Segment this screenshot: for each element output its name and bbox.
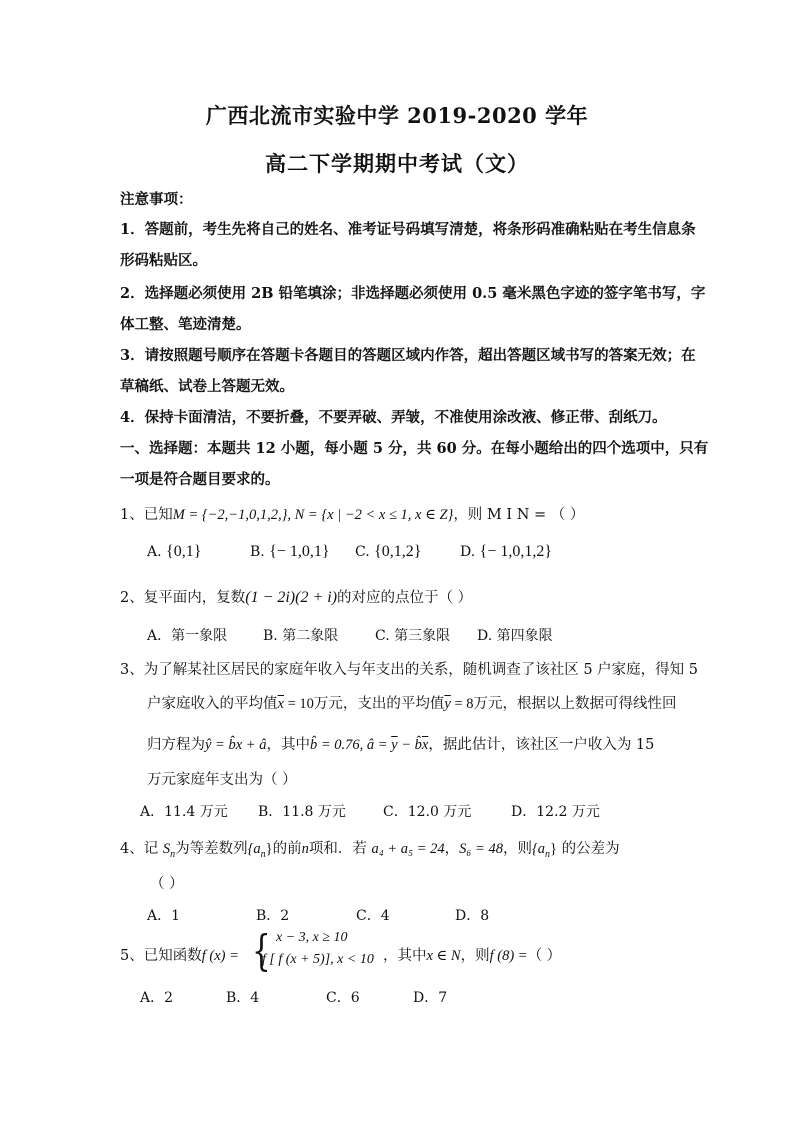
q4-seq2-sub: n — [545, 848, 551, 860]
q3-l3a: 归方程为 — [147, 737, 205, 753]
note-1b: 形码粘贴区。 — [120, 252, 207, 269]
q5-option-c: C．6 — [326, 990, 360, 1006]
q1-option-c-label: C. — [355, 544, 370, 560]
q5-piece-1: x − 3, x ≥ 10 — [276, 930, 348, 945]
q4-l1b: 为等差数列 — [175, 841, 248, 857]
q4-cond2: S₆ = 48 — [459, 841, 503, 857]
note-3b: 草稿纸、试卷上答题无效。 — [120, 378, 294, 395]
q4-l1f: 的公差为 — [561, 841, 620, 857]
section-header-a: 一、选择题：本题共 12 小题，每小题 5 分，共 60 分。在每小题给出的四个选项中，只有 — [120, 440, 709, 457]
q5-post2: ，则 — [460, 948, 490, 964]
q3-option-a: A．11.4 万元 — [140, 804, 228, 820]
q1-option-c-value: {0,1,2} — [374, 543, 422, 560]
question-2 — [120, 586, 472, 607]
q5-post3: （ ） — [527, 948, 562, 964]
q3-xbar: $\overline{x}$ — [277, 696, 284, 712]
q2-suffix: 的对应的点位于（ ） — [337, 590, 473, 606]
q4-l1d: 项和．若 — [308, 841, 367, 857]
q4-seq2: {a — [531, 841, 546, 857]
q3-ybar-val: = 8 — [450, 696, 474, 712]
q4-l1e: ，则 — [502, 841, 532, 857]
q4-option-b: B．2 — [256, 908, 290, 924]
q1-option-d — [460, 543, 552, 561]
q3-regression-eq: ŷ = b̂x + â — [205, 737, 267, 753]
q1-prefix: 1、已知 — [120, 507, 173, 523]
exam-title-line1: 广西北流市实验中学 2019-2020 学年 — [205, 103, 589, 128]
q5-prefix: 5、已知函数 — [120, 948, 202, 964]
q1-option-a-label: A. — [147, 544, 162, 560]
q3-ybar: $\overline{y}$ — [444, 696, 451, 712]
q3-l2c: 万元，支出的平均值 — [313, 696, 445, 712]
q1-suffix: ，则 M I N = （ ） — [453, 507, 585, 523]
q3-l3c: ，据此估计，该社区一户收入为 15 — [428, 737, 655, 753]
question-3-line4: 万元家庭年支出为（ ） — [147, 772, 297, 788]
q3-coef-ybar: $\overline{y}$ — [391, 737, 398, 753]
note-4: 4．保持卡面清洁，不要折叠，不要弄破、弄皱，不准使用涂改液、修正带、刮纸刀。 — [120, 409, 667, 426]
q5-fx: f (x) = — [201, 948, 239, 964]
q4-Sn: S — [162, 841, 171, 857]
q3-coef-minus: − b̂ — [397, 737, 422, 753]
q2-option-b: B. 第二象限 — [263, 628, 339, 644]
q4-cond1: a₄ + a₅ = 24 — [371, 841, 445, 857]
q4-Sn-sub: n — [170, 848, 176, 860]
question-3-line1: 3、为了解某社区居民的家庭年收入与年支出的关系，随机调查了该社区 5 户家庭，得知 5 — [120, 662, 698, 678]
q3-option-b: B．11.8 万元 — [258, 804, 346, 820]
q5-piece-2: f [ f (x + 5)], x < 10 — [262, 952, 374, 967]
q5-brace: { — [252, 926, 271, 975]
q1-option-d-value: {− 1,0,1,2} — [479, 543, 553, 560]
q4-option-a: A．1 — [147, 908, 181, 924]
question-3-line3 — [147, 733, 654, 754]
q1-option-b — [250, 543, 330, 561]
note-2b: 体工整、笔迹清楚。 — [120, 316, 251, 333]
q1-sets: M = {−2,−1,0,1,2,}, N = {x | −2 < x ≤ 1, x ∈ Z} — [172, 507, 454, 523]
question-4-paren: （ ） — [150, 876, 184, 892]
q5-post1: ，其中 — [383, 948, 427, 964]
q5-f8: f (8) = — [489, 948, 528, 964]
q3-option-c: C．12.0 万元 — [383, 804, 472, 820]
q3-coef: b̂ = 0.76, â = — [309, 737, 392, 753]
q4-l1c: 的前 — [272, 841, 302, 857]
q4-l1a: 4、记 — [120, 841, 163, 857]
q3-l3b: ，其中 — [266, 737, 310, 753]
q1-option-a — [147, 543, 201, 561]
q4-option-d: D．8 — [455, 908, 490, 924]
q3-l2a: 户家庭收入的平均值 — [147, 696, 278, 712]
exam-title-line2: 高二下学期期中考试（文） — [265, 151, 529, 176]
question-3-line2 — [147, 692, 677, 713]
q5-option-b: B．4 — [226, 990, 260, 1006]
q5-option-d: D．7 — [413, 990, 448, 1006]
q3-option-d: D．12.2 万元 — [511, 804, 600, 820]
q4-n: n — [301, 841, 309, 857]
note-3a: 3．请按照题号顺序在答题卡各题目的答题区域内作答，超出答题区域书写的答案无效；在 — [120, 347, 696, 364]
q2-option-c: C. 第三象限 — [375, 628, 451, 644]
q3-xbar-val: = 10 — [283, 696, 314, 712]
q4-seq-sub: n — [260, 848, 266, 860]
note-2a: 2．选择题必须使用 2B 铅笔填涂；非选择题必须使用 0.5 毫米黑色字迹的签字笔书写，字 — [120, 285, 706, 302]
q3-coef-xbar: $\overline{x}$ — [421, 737, 429, 753]
q5-option-a: A．2 — [140, 990, 174, 1006]
q2-option-a: A．第一象限 — [147, 628, 228, 644]
q1-option-b-value: {− 1,0,1} — [269, 543, 330, 560]
q4-option-c: C．4 — [356, 908, 390, 924]
q4-seq: {a — [247, 841, 261, 857]
q2-option-d: D. 第四象限 — [477, 628, 553, 644]
section-header-b: 一项是符合题目要求的。 — [120, 471, 280, 488]
notes-heading: 注意事项： — [120, 191, 193, 208]
question-1 — [120, 503, 584, 524]
question-4-line1: 4、记 $S_n$为等差数列$\{a_n\}$的前n项和．若 a₄ + a₅ = 24，S₆ = 48，则$\{a_n\}$ 的公差为 — [120, 841, 620, 860]
q5-cond: x ∈ N — [426, 948, 461, 964]
q3-l2e: 万元，根据以上数据可得线性回 — [473, 696, 677, 712]
q1-option-a-value: {0,1} — [166, 543, 202, 560]
q1-option-b-label: B. — [250, 544, 265, 560]
note-1a: 1．答题前，考生先将自己的姓名、准考证号码填写清楚，将条形码准确粘贴在考生信息条 — [120, 221, 696, 238]
question-5-prefix — [120, 944, 239, 965]
q2-expression: (1 − 2i)(2 + i) — [245, 589, 338, 606]
q1-option-c — [355, 543, 421, 561]
q2-prefix: 2、复平面内，复数 — [120, 590, 246, 606]
q5-piecewise — [248, 926, 398, 976]
question-5-suffix — [383, 944, 561, 965]
q1-option-d-label: D. — [460, 544, 476, 560]
